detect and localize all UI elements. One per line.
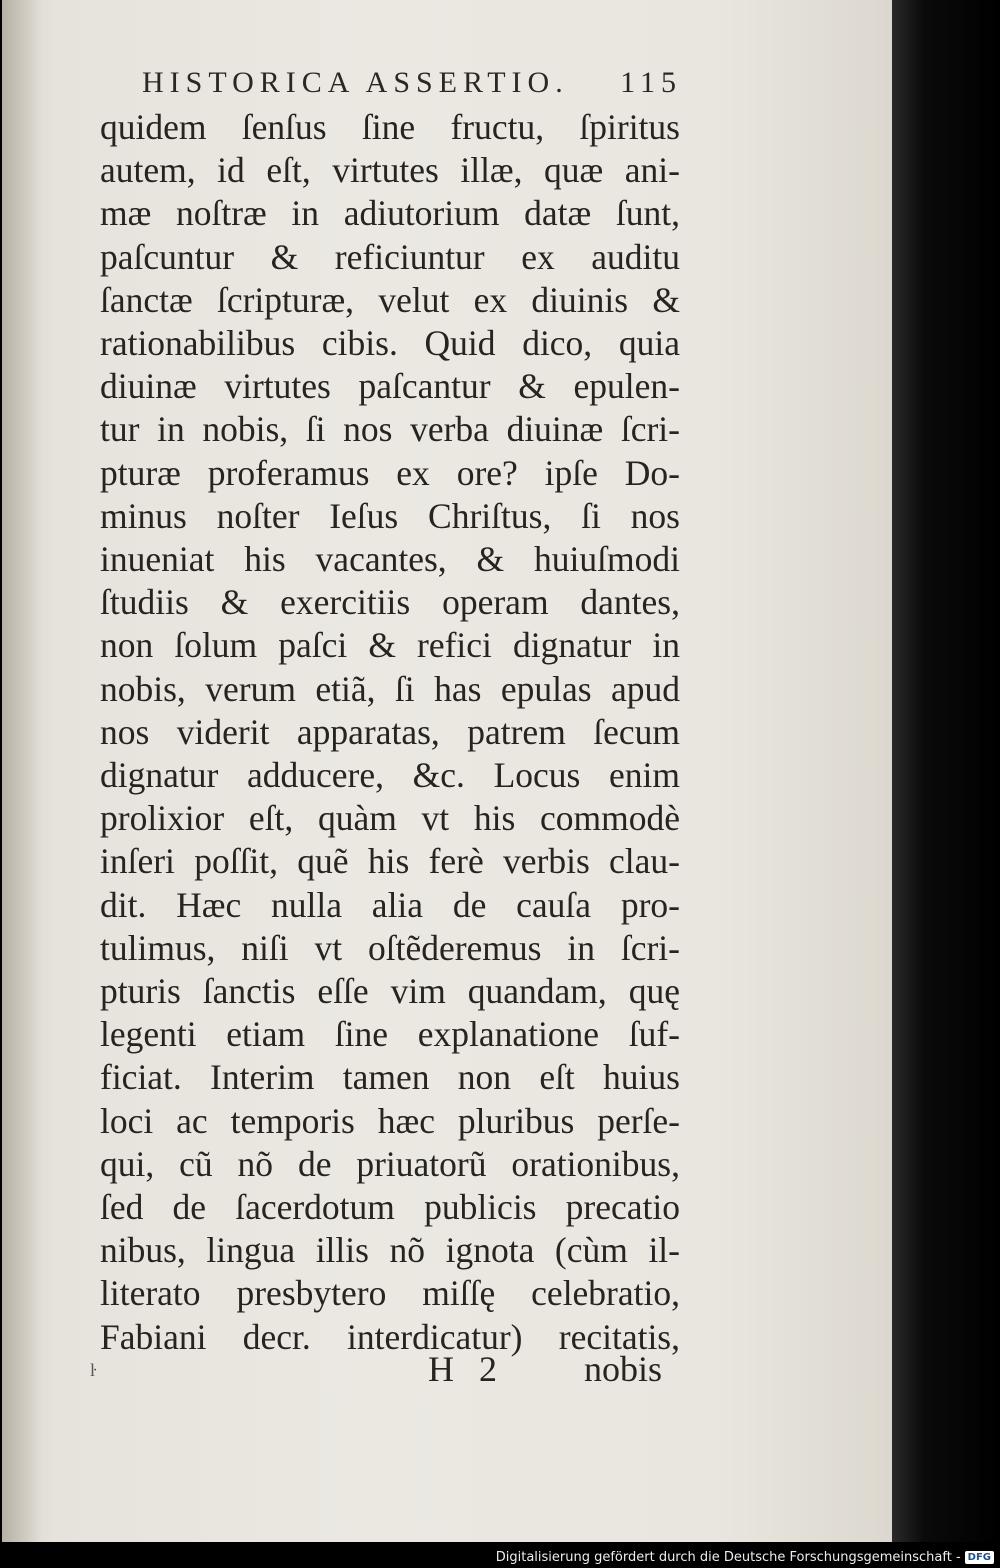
text-line: minus noſter Ieſus Chriſtus, ſi nos <box>100 495 680 536</box>
text-line: ſanctæ ſcripturæ, velut ex diuinis & <box>100 279 680 320</box>
page-footer <box>90 1348 662 1392</box>
margin-mark: ŀ <box>90 1360 97 1380</box>
signature-mark: H 2 <box>428 1349 505 1389</box>
credit-text: Digitalisierung gefördert durch die Deutsche Forschungsgemeinschaft - <box>495 1550 961 1565</box>
text-line: mæ noſtræ in adiutorium datæ ſunt, <box>100 193 680 234</box>
text-line: quidem ſenſus ſine fructu, ſpiritus <box>100 107 680 147</box>
text-line: legenti etiam ſine explanatione ſuf- <box>100 1014 680 1055</box>
text-line: inſeri poſſit, quẽ his ferè verbis clau- <box>100 841 680 882</box>
text-line: rationabilibus cibis. Quid dico, quia <box>100 323 680 364</box>
page-edge-background <box>892 0 1000 1542</box>
text-line: loci ac temporis hæc pluribus perſe- <box>100 1100 680 1141</box>
text-line: ficiat. Interim tamen non eſt huius <box>100 1057 680 1098</box>
text-line: dignatur adducere, &c. Locus enim <box>100 755 680 796</box>
text-line: tulimus, niſi vt oſtẽderemus in ſcri- <box>100 927 680 968</box>
running-head-title: HISTORICA ASSERTIO. <box>142 66 569 99</box>
text-line: literato presbytero miſſę celebratio, <box>100 1273 680 1314</box>
text-line: Fabiani decr. interdicatur) recitatis, <box>100 1316 680 1357</box>
text-line: prolixior eſt, quàm vt his commodè <box>100 798 680 839</box>
text-line: inueniat his vacantes, & huiuſmodi <box>100 539 680 580</box>
catchword: nobis <box>583 1349 662 1389</box>
text-line: qui, cũ nõ de priuatorũ orationibus, <box>100 1143 680 1184</box>
text-line: paſcuntur & reficiuntur ex auditu <box>100 236 680 277</box>
running-head <box>142 66 682 100</box>
text-line: pturis ſanctis eſſe vim quandam, quę <box>100 971 680 1012</box>
text-line: nos viderit apparatas, patrem ſecum <box>100 711 680 752</box>
text-line: ſtudiis & exercitiis operam dantes, <box>100 582 680 623</box>
text-line: pturæ proferamus ex ore? ipſe Do- <box>100 452 680 493</box>
text-line: diuinæ virtutes paſcantur & epulen- <box>100 366 680 407</box>
gutter-shadow <box>2 0 42 1542</box>
text-line: nobis, verum etiã, ſi has epulas apud <box>100 668 680 709</box>
text-line: non ſolum paſci & refici dignatur in <box>100 625 680 666</box>
page-number: 115 <box>620 66 682 99</box>
text-line: dit. Hæc nulla alia de cauſa pro- <box>100 884 680 925</box>
text-line: nibus, lingua illis nõ ignota (cùm il- <box>100 1230 680 1271</box>
book-page <box>2 0 892 1542</box>
dfg-logo-icon: DFG <box>965 1551 994 1564</box>
digitization-credit <box>496 1550 994 1565</box>
text-line: ſed de ſacerdotum publicis precatio <box>100 1187 680 1228</box>
body-text <box>100 106 680 1359</box>
text-line: autem, id eſt, virtutes illæ, quæ ani- <box>100 150 680 191</box>
text-line: tur in nobis, ſi nos verba diuinæ ſcri- <box>100 409 680 450</box>
